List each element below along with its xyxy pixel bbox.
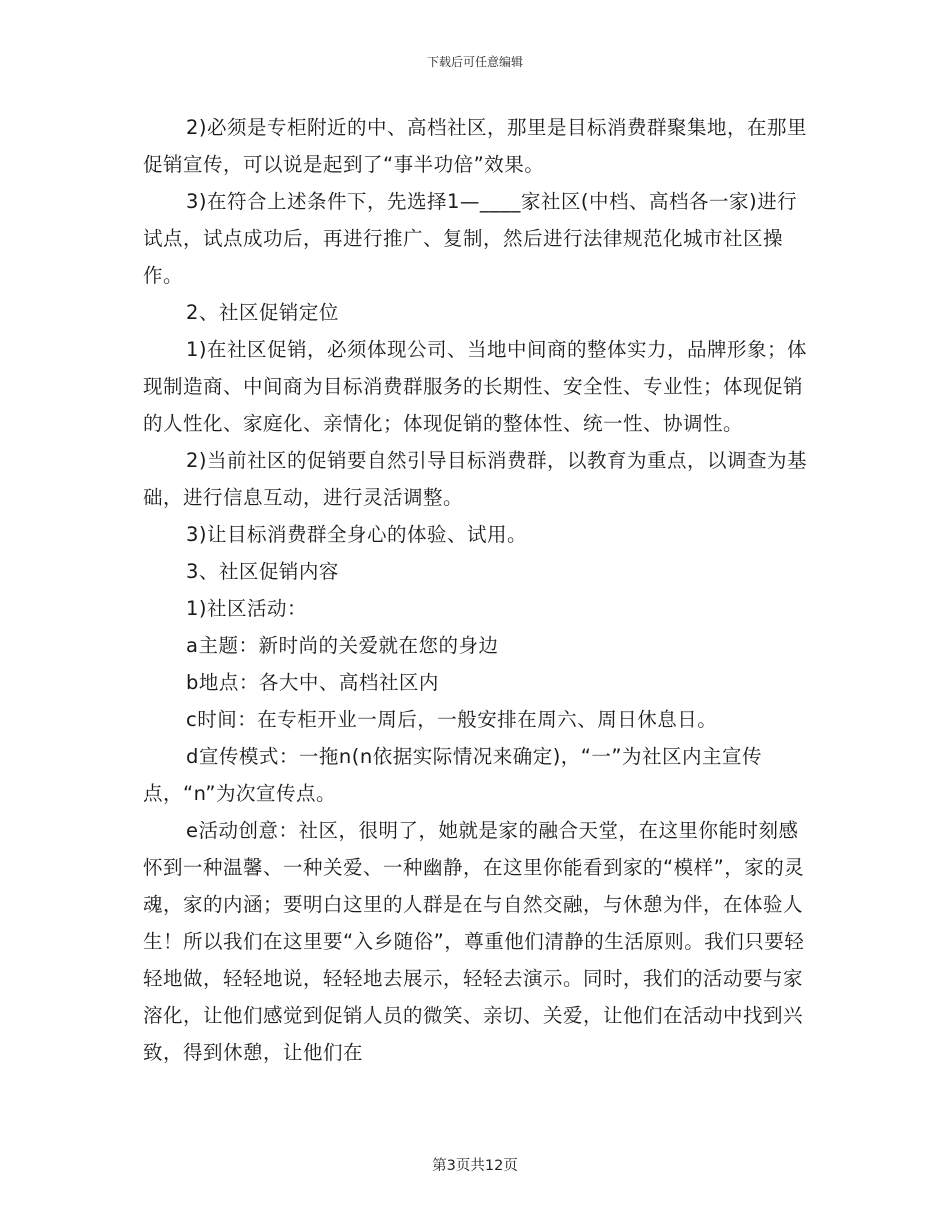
paragraph-community-activity: 1)社区活动：	[186, 597, 308, 620]
paragraph-positioning-3: 3)让目标消费群全身心的体验、试用。	[186, 523, 528, 546]
paragraph-time: c时间：在专柜开业一周后，一般安排在周六、周日休息日。	[186, 708, 718, 731]
section-heading-positioning: 2、社区促销定位	[186, 301, 339, 324]
paragraph-positioning-1: 1)在社区促销，必须体现公司、当地中间商的整体实力，品牌形象；体现制造商、中间商为目标消费群服务的长期性、安全性、专业性；体现促销的人性化、家庭化、亲情化；体现促销的整体性、统一性、协调性。	[143, 338, 808, 435]
paragraph-promo-mode: d宣传模式：一拖n(n依据实际情况来确定)，“一”为社区内主宣传点，“n”为次宣传点。	[143, 745, 763, 805]
paragraph-positioning-2: 2)当前社区的促销要自然引导目标消费群，以教育为重点，以调查为基础，进行信息互动，进行灵活调整。	[143, 449, 808, 509]
document-body	[143, 109, 808, 1071]
page-footer: 第3页共12页	[432, 1158, 518, 1174]
paragraph-item-3-pilot: 3)在符合上述条件下，先选择1—____家社区(中档、高档各一家)进行试点，试点成功后，再进行推广、复制，然后进行法律规范化城市社区操作。	[143, 190, 798, 287]
paragraph-creative: e活动创意：社区，很明了，她就是家的融合天堂，在这里你能时刻感怀到一种温馨、一种关爱、一种幽静，在这里你能看到家的“模样”，家的灵魂，家的内涵；要明白这里的人群是在与自然交融，与休憩为伴，在体验人生！所以我们在这里要“入乡随俗”，尊重他们清静的生活原则。我们只要轻轻地做，轻轻地说，轻轻地去展示，轻轻去演示。同时，我们的活动要与家溶化，让他们感觉到促销人员的微笑、亲切、关爱，让他们在活动中找到兴致，得到休憩，让他们在	[143, 819, 805, 1064]
page-header: 下载后可任意编辑	[426, 55, 523, 69]
paragraph-item-2-requirement: 2)必须是专柜附近的中、高档社区，那里是目标消费群聚集地，在那里促销宣传，可以说是起到了“事半功倍”效果。	[143, 116, 808, 176]
paragraph-location: b地点：各大中、高档社区内	[186, 671, 439, 694]
section-heading-content: 3、社区促销内容	[186, 560, 339, 583]
paragraph-theme: a主题：新时尚的关爱就在您的身边	[186, 634, 499, 657]
